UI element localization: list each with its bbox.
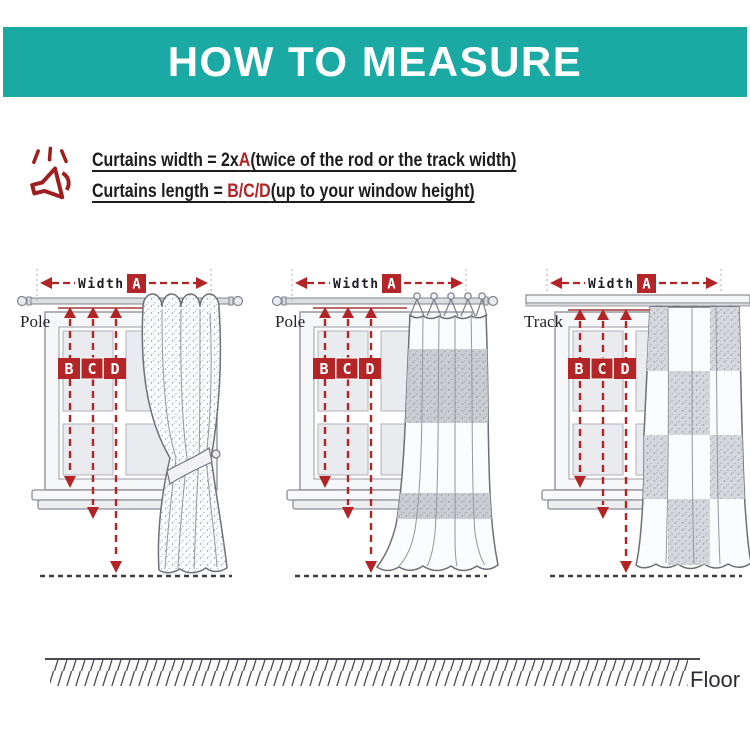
width-label: Width: [333, 277, 380, 292]
length-formula-suffix: (up to your window height): [270, 181, 475, 202]
code-d: D: [110, 360, 120, 378]
code-d: D: [365, 360, 375, 378]
page-title: HOW TO MEASURE: [167, 38, 583, 85]
length-formula-code: B/C/D: [227, 181, 271, 202]
width-code: A: [132, 276, 141, 293]
finial-right: [484, 297, 498, 306]
length-code-boxes: [313, 358, 381, 379]
mount-label: Pole: [20, 312, 51, 331]
finial-left: [273, 297, 287, 306]
width-label: Width: [588, 277, 635, 292]
code-c: C: [597, 360, 607, 378]
floor-hatching: [50, 660, 688, 686]
code-b: B: [574, 360, 584, 378]
width-formula-text: Curtains width = 2x: [92, 150, 239, 171]
code-d: D: [620, 360, 630, 378]
announcement-icon: [24, 144, 82, 212]
diagram-pole-tabtop: [273, 269, 508, 576]
width-label: Width: [78, 277, 125, 292]
width-formula-code: A: [238, 150, 251, 171]
diagrams-illustration: [0, 255, 750, 710]
width-code: A: [387, 276, 396, 293]
width-code: A: [642, 276, 651, 293]
formula-lines: [92, 144, 597, 212]
diagram-pole-grommet: [18, 269, 243, 576]
finial-left: [18, 297, 32, 306]
floor-label: Floor: [690, 667, 741, 692]
finial-right: [229, 297, 243, 306]
floor: [45, 659, 740, 692]
header-banner: [3, 27, 747, 97]
width-formula-suffix: (twice of the rod or the track width): [250, 150, 517, 171]
width-formula: [92, 150, 516, 172]
length-formula: [92, 181, 475, 203]
length-formula-text: Curtains length =: [92, 181, 228, 202]
code-c: C: [87, 360, 97, 378]
length-code-boxes: [568, 358, 636, 379]
code-c: C: [342, 360, 352, 378]
mount-label: Pole: [275, 312, 306, 331]
diagram-track-panel: [524, 269, 750, 576]
code-b: B: [319, 360, 329, 378]
code-b: B: [64, 360, 74, 378]
length-code-boxes: [58, 358, 126, 379]
mount-label: Track: [524, 312, 564, 331]
curtain-pole: [273, 297, 498, 306]
measurement-notes: [24, 144, 597, 212]
